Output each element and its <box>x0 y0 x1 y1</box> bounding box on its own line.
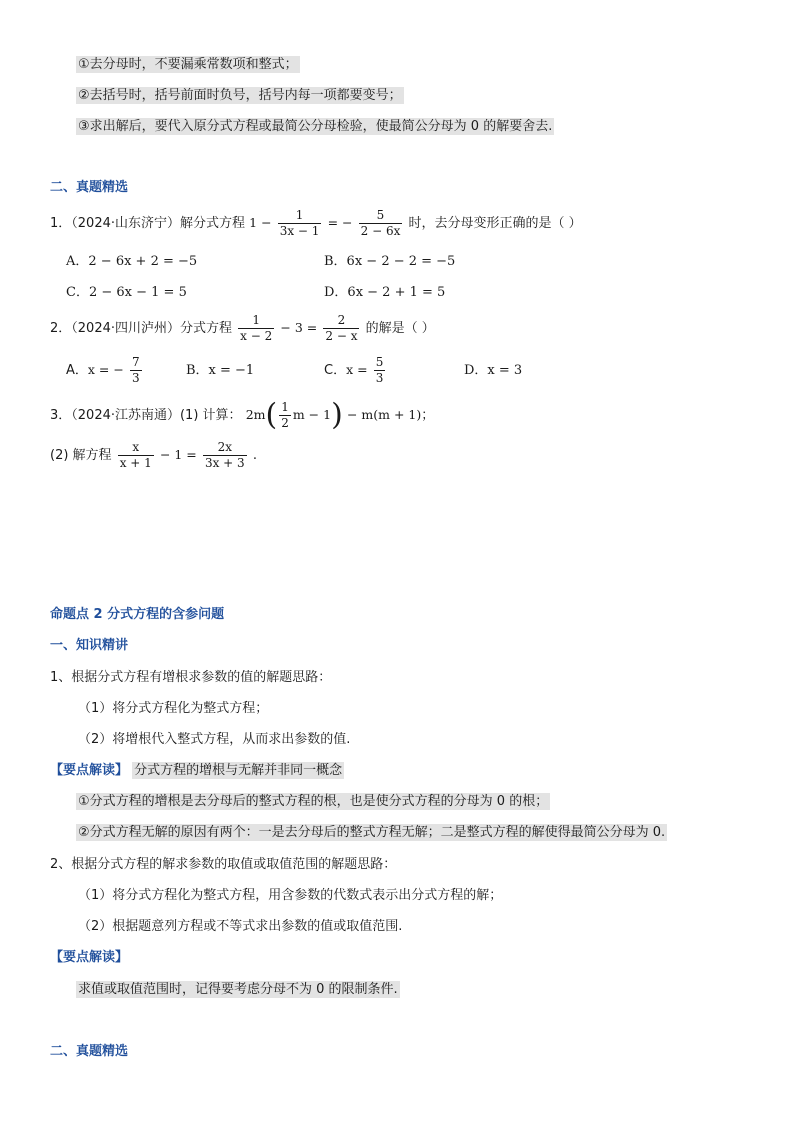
q1-option-b: B．6x − 2 − 2 = −5 <box>324 254 456 269</box>
q1-lhs: 1 − <box>249 215 272 230</box>
point-2-title: 命题点 2 分式方程的含参问题 <box>50 607 225 622</box>
q2-fraction-1: $\frac{1}{x - 2}$ <box>240 313 273 343</box>
question-3: 3．（2024·江苏南通）(1) 计算： 2m( $\frac{1}{2}$ m − 1) − m(m + 1)； <box>50 397 435 433</box>
q1-option-a: A．2 − 6x + 2 = −5 <box>66 254 198 269</box>
question-1 <box>50 205 582 242</box>
q2-suffix: 的解是（ ） <box>365 321 435 336</box>
tip-2: ②去括号时，括号前面时负号，括号内每一项都要变号； <box>78 88 402 103</box>
tip-1: ①去分母时，不要漏乘常数项和整式； <box>78 57 298 72</box>
q1-option-d: D．6x − 2 + 1 = 5 <box>324 285 446 300</box>
key-reading-2-text: 求值或取值范围时，记得要考虑分母不为 0 的限制条件. <box>78 982 398 997</box>
section-heading-zhenti: 二、真题精选 <box>50 180 129 195</box>
point-2-line-2: 2、根据分式方程的解求参数的取值或取值范围的解题思路： <box>50 857 397 872</box>
q1-mid: = − <box>327 215 353 230</box>
section-heading-zhenti-2: 二、真题精选 <box>50 1044 129 1059</box>
q2-option-d: D．x = 3 <box>464 363 523 378</box>
q1-option-c: C．2 − 6x − 1 = 5 <box>66 285 187 300</box>
q1-fraction-1: $\frac{1}{3x - 1}$ <box>279 208 320 238</box>
q3-prefix: 3．（2024·江苏南通）(1) 计算： <box>50 408 242 423</box>
point-2-line-2a: （1）将分式方程化为整式方程，用含参数的代数式表示出分式方程的解； <box>78 888 503 903</box>
q2-option-a: A．x = − $\frac{7}{3}$ <box>66 355 140 385</box>
point-2-line-2b: （2）根据题意列方程或不等式求出参数的值或取值范围. <box>78 919 403 934</box>
q1-suffix: 时，去分母变形正确的是（ ） <box>408 216 582 231</box>
point-2-line-1a: （1）将分式方程化为整式方程； <box>78 701 269 716</box>
question-3-part-2: (2) 解方程 $\frac{x}{x + 1}$ − 1 = $\frac{2x}{3x + 3}$ . <box>50 440 257 470</box>
q2-mid: − 3 = <box>280 320 318 335</box>
key-reading-1: 【要点解读】 分式方程的增根与无解并非同一概念 <box>50 763 343 778</box>
key-reading-1-a: ①分式方程的增根是去分母后的整式方程的根，也是使分式方程的分母为 0 的根； <box>78 794 549 809</box>
q2-option-b: B．x = −1 <box>186 363 255 378</box>
q1-fraction-2: $\frac{5}{2 - 6x}$ <box>360 208 401 238</box>
point-2-line-1: 1、根据分式方程有增根求参数的值的解题思路： <box>50 670 332 685</box>
q1-prefix: 1．（2024·山东济宁）解分式方程 <box>50 216 245 231</box>
key-reading-2-label: 【要点解读】 <box>50 950 129 965</box>
knowledge-heading: 一、知识精讲 <box>50 638 129 653</box>
q2-prefix: 2．（2024·四川泸州）分式方程 <box>50 321 232 336</box>
q2-option-c: C．x = $\frac{5}{3}$ <box>324 355 384 385</box>
question-2 <box>50 310 435 347</box>
key-reading-1-b: ②分式方程无解的原因有两个：一是去分母后的整式方程无解；二是整式方程的解使得最简公分母为 0. <box>78 825 666 840</box>
point-2-line-1b: （2）将增根代入整式方程，从而求出参数的值. <box>78 732 351 747</box>
tip-3: ③求出解后，要代入原分式方程或最简公分母检验，使最简公分母为 0 的解要舍去. <box>78 119 553 134</box>
q2-fraction-2: $\frac{2}{2 - x}$ <box>325 313 358 343</box>
